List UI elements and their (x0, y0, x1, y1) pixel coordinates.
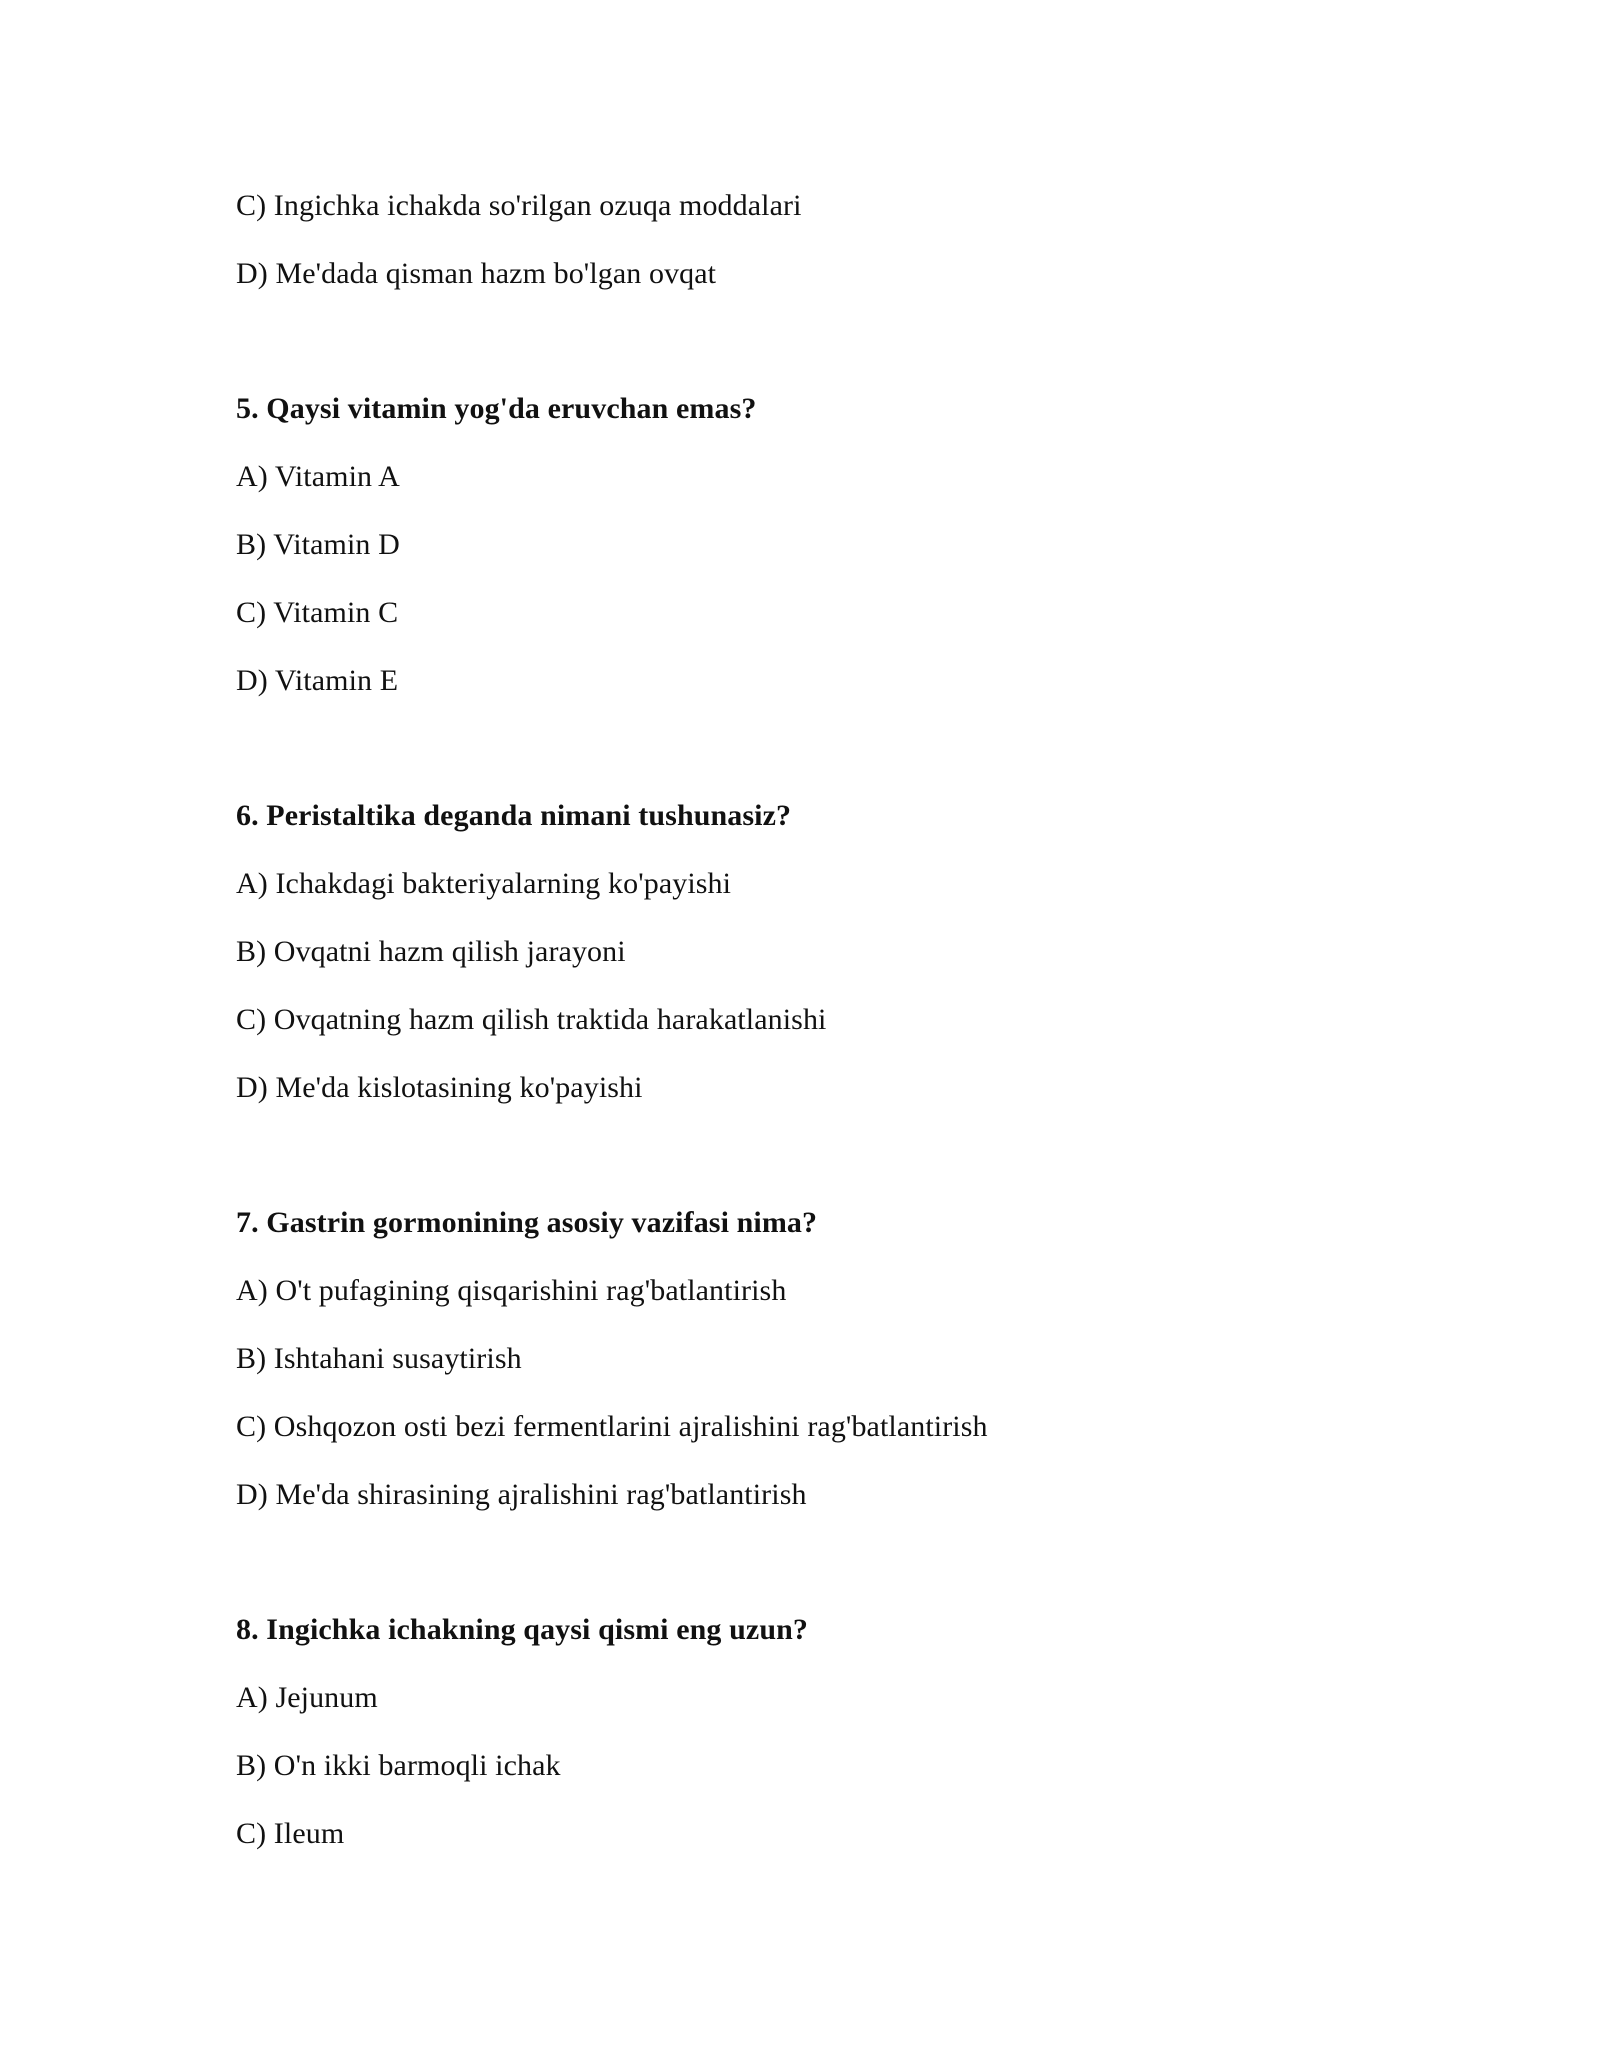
question-6-option-b: B) Ovqatni hazm qilish jarayoni (236, 935, 626, 968)
question-7-option-d: D) Me'da shirasining ajralishini rag'batlantirish (236, 1478, 807, 1511)
question-8-title: 8. Ingichka ichakning qaysi qismi eng uzun? (236, 1613, 808, 1646)
question-8-option-a: A) Jejunum (236, 1681, 378, 1714)
question-6-option-d: D) Me'da kislotasining ko'payishi (236, 1071, 643, 1104)
question-7-option-c: C) Oshqozon osti bezi fermentlarini ajralishini rag'batlantirish (236, 1410, 988, 1443)
question-5-option-b: B) Vitamin D (236, 528, 400, 561)
question-5-option-d: D) Vitamin E (236, 664, 399, 697)
question-7-option-a: A) O't pufagining qisqarishini rag'batlantirish (236, 1274, 787, 1307)
question-6-option-a: A) Ichakdagi bakteriyalarning ko'payishi (236, 867, 732, 900)
question-8-option-c: C) Ileum (236, 1817, 345, 1850)
carryover-option-d: D) Me'dada qisman hazm bo'lgan ovqat (236, 257, 717, 290)
question-7-option-b: B) Ishtahani susaytirish (236, 1342, 522, 1375)
question-6-title: 6. Peristaltika deganda nimani tushunasiz? (236, 799, 792, 832)
question-7-title: 7. Gastrin gormonining asosiy vazifasi nima? (236, 1206, 818, 1239)
question-5-option-c: C) Vitamin C (236, 596, 399, 629)
carryover-option-c: C) Ingichka ichakda so'rilgan ozuqa moddalari (236, 189, 802, 222)
question-8-option-b: B) O'n ikki barmoqli ichak (236, 1749, 561, 1782)
question-5-option-a: A) Vitamin A (236, 460, 400, 493)
question-5-title: 5. Qaysi vitamin yog'da eruvchan emas? (236, 392, 757, 425)
question-6-option-c: C) Ovqatning hazm qilish traktida harakatlanishi (236, 1003, 827, 1036)
